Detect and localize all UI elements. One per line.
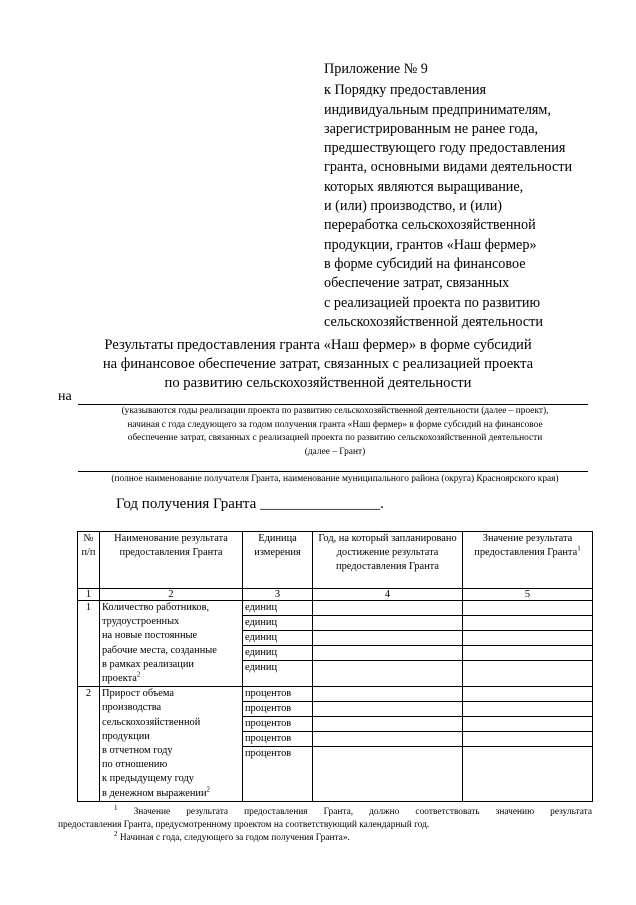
- row-num: 2: [78, 687, 100, 802]
- unit-cell[interactable]: единиц: [243, 616, 312, 631]
- footnote-1-text: Значение результата предоставления Гранта, должно соответствовать значению результата: [133, 807, 593, 817]
- column-number: 1: [78, 589, 100, 601]
- row-name-line: Количество работников,: [102, 602, 210, 613]
- grant-year-blank[interactable]: ________________.: [260, 496, 384, 512]
- header-unit: Единица измерения: [243, 532, 313, 589]
- column-number: 4: [313, 589, 463, 601]
- value-cell[interactable]: [463, 687, 592, 702]
- table-row: [78, 687, 593, 802]
- footnotes: [58, 803, 593, 845]
- period-hint-line: (далее – Грант): [304, 446, 366, 457]
- column-number-row: [78, 589, 593, 601]
- unit-cell[interactable]: единиц: [243, 601, 312, 616]
- value-cell[interactable]: [463, 732, 592, 747]
- row-name-line: сельскохозяйственной: [102, 716, 201, 728]
- value-cell[interactable]: [463, 631, 592, 646]
- value-cell[interactable]: [463, 717, 592, 732]
- footnote-2-mark: 2: [114, 829, 118, 838]
- period-hint-line: начиная с года следующего за годом получения гранта «Наш фермер» в форме субсидий на финансовое: [127, 419, 543, 430]
- row-name-line: по отношению: [102, 759, 168, 771]
- row-name-line: на новые постоянные: [102, 630, 198, 642]
- year-cell[interactable]: [313, 631, 462, 646]
- column-number: 5: [463, 589, 593, 601]
- year-cell[interactable]: [313, 702, 462, 717]
- row-name-line: в рамках реализации: [102, 658, 194, 670]
- unit-cell[interactable]: единиц: [243, 631, 312, 646]
- column-number: 3: [243, 589, 313, 601]
- header-value: [463, 532, 593, 589]
- year-cell[interactable]: [313, 661, 462, 675]
- value-cell[interactable]: [463, 702, 592, 717]
- value-cell[interactable]: [463, 601, 592, 616]
- row-years: [313, 687, 463, 802]
- unit-cell[interactable]: процентов: [243, 717, 312, 732]
- row-name-line: к предыдущему году: [102, 773, 194, 785]
- value-cell[interactable]: [463, 747, 592, 761]
- appendix-line: продукции, грантов «Наш фермер»: [324, 236, 537, 253]
- row-name-sup: 2: [136, 670, 141, 679]
- recipient-hint: (полное наименование получателя Гранта, наименование муниципального района (округа) Красноярского края): [111, 474, 559, 484]
- period-hint: [60, 405, 610, 459]
- row-num: 1: [78, 601, 100, 687]
- recipient-blank-line[interactable]: [78, 471, 588, 472]
- appendix-line: предшествующего году предоставления: [324, 140, 566, 157]
- row-name-line: трудоустроенных: [102, 616, 180, 628]
- row-name-line: производства: [102, 702, 162, 714]
- year-cell[interactable]: [313, 616, 462, 631]
- appendix-line: индивидуальным предпринимателям,: [324, 101, 551, 118]
- appendix-line: зарегистрированным не ранее года,: [324, 120, 539, 137]
- unit-cell[interactable]: процентов: [243, 702, 312, 717]
- row-name-line: рабочие места, созданные: [102, 644, 217, 656]
- value-cell[interactable]: [463, 661, 592, 675]
- row-name-line: продукции: [102, 730, 150, 742]
- appendix-line: в форме субсидий на финансовое: [324, 255, 526, 272]
- row-name: [100, 687, 243, 802]
- header-value-sup: 1: [577, 544, 581, 553]
- row-name-line-last: [102, 787, 240, 801]
- appendix-line: Приложение № 9: [324, 61, 428, 77]
- table-row: [78, 601, 593, 687]
- grant-year: [116, 496, 384, 513]
- period-label: на: [58, 389, 72, 404]
- unit-cell[interactable]: единиц: [245, 662, 278, 673]
- row-name: [100, 601, 243, 687]
- row-name-text: проекта: [102, 673, 137, 685]
- row-name-line-last: [102, 672, 240, 686]
- row-units: [243, 687, 313, 802]
- header-year: Год, на который запланировано достижение результата предоставления Гранта: [313, 532, 463, 589]
- year-cell[interactable]: [313, 687, 462, 702]
- row-name-line: Прирост объема: [102, 688, 174, 700]
- year-cell[interactable]: [313, 717, 462, 732]
- row-name-sup: 2: [206, 785, 211, 794]
- row-units: [243, 601, 313, 687]
- row-values: [463, 601, 593, 687]
- footnote-1: [58, 803, 593, 819]
- appendix-line: переработка сельскохозяйственной: [324, 217, 536, 234]
- appendix-line: обеспечение затрат, связанных: [324, 275, 510, 292]
- year-cell[interactable]: [313, 747, 462, 761]
- period-hint-line: (указываются годы реализации проекта по развитию сельскохозяйственной деятельности (далее – проект),: [121, 406, 549, 416]
- year-cell[interactable]: [313, 646, 462, 661]
- unit-cell[interactable]: процентов: [245, 748, 292, 760]
- appendix-line: гранта, основными видами деятельности: [324, 159, 573, 176]
- footnote-1-cont: предоставления Гранта, предусмотренному проектом на соответствующий календарный год.: [58, 820, 430, 830]
- title-line-3: по развитию сельскохозяйственной деятельности: [164, 374, 472, 391]
- unit-cell[interactable]: единиц: [243, 646, 312, 661]
- unit-cell[interactable]: процентов: [243, 687, 312, 702]
- footnote-1-mark: 1: [114, 803, 118, 812]
- period-hint-line: обеспечение затрат, связанных с реализацией проекта по развитию сельскохозяйственной деятельности: [127, 433, 543, 444]
- appendix-line: которых являются выращивание,: [324, 178, 524, 195]
- value-cell[interactable]: [463, 646, 592, 661]
- header-name: Наименование результата предоставления Гранта: [100, 532, 243, 589]
- title-line-1: Результаты предоставления гранта «Наш фермер» в форме субсидий: [104, 337, 532, 353]
- row-name-text: в денежном выражении: [102, 787, 207, 799]
- row-name-line: в отчетном году: [102, 745, 173, 757]
- footnote-2: [58, 829, 592, 845]
- results-table: [77, 531, 593, 802]
- appendix-line: с реализацией проекта по развитию: [324, 294, 541, 311]
- year-cell[interactable]: [313, 732, 462, 747]
- row-values: [463, 687, 593, 802]
- header-value-text: Значение результата предоставления Гранта: [474, 533, 578, 559]
- column-number: 2: [100, 589, 243, 601]
- appendix-line: к Порядку предоставления: [324, 82, 486, 99]
- unit-cell[interactable]: процентов: [243, 732, 312, 747]
- appendix-line: и (или) производство, и (или): [324, 198, 503, 215]
- footnote-2-text: Начиная с года, следующего за годом получения Гранта».: [119, 833, 350, 843]
- grant-year-label: Год получения Гранта: [116, 496, 257, 512]
- value-cell[interactable]: [463, 616, 592, 631]
- appendix-block: [324, 60, 624, 332]
- title-line-2: на финансовое обеспечение затрат, связанных с реализацией проекта: [102, 355, 534, 372]
- row-years: [313, 601, 463, 687]
- table-header-row: [78, 532, 593, 589]
- document-title: [40, 336, 596, 392]
- appendix-line: сельскохозяйственной деятельности: [324, 313, 543, 330]
- header-num: № п/п: [78, 532, 100, 589]
- year-cell[interactable]: [313, 601, 462, 616]
